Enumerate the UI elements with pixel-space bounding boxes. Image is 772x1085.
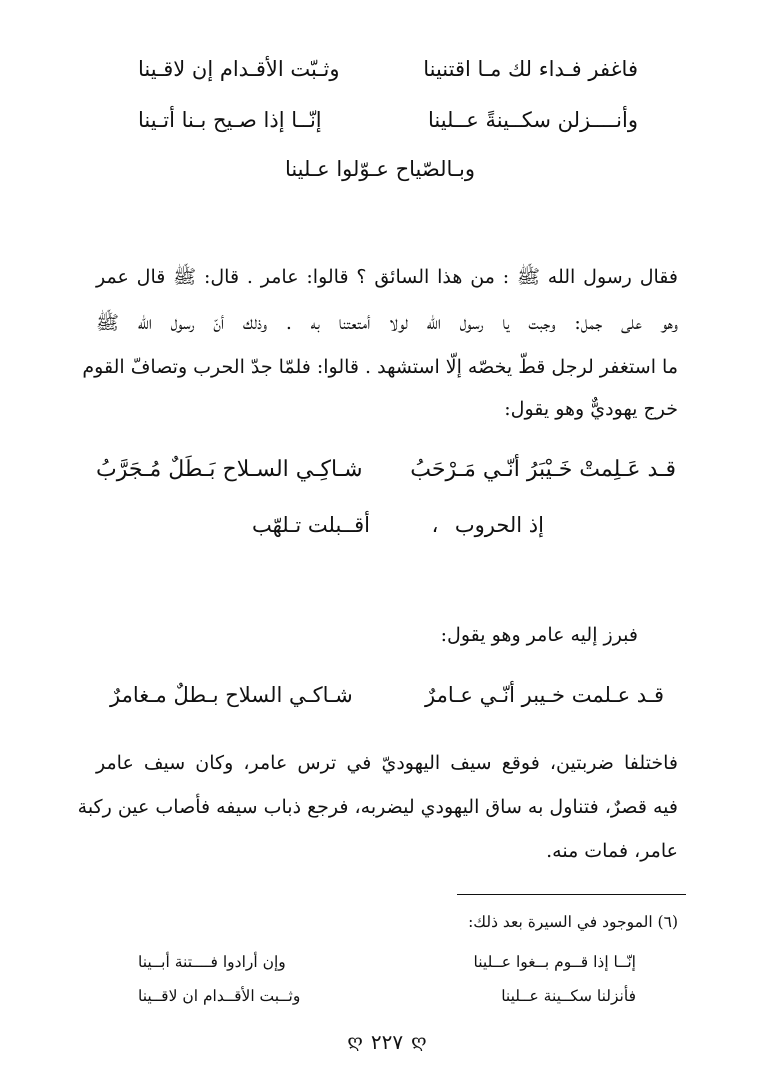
poem2-line1-hemistich1: قـد عَـلِمتْ خَـيْبَرُ أنّـي مَـرْحَبُ: [410, 457, 676, 482]
footnote-divider: [457, 894, 686, 895]
footnote-verse2-hemistich1: فأنزلنا سكــينة عــلينا: [501, 987, 636, 1005]
page-number: ٢٢٧: [370, 1030, 404, 1054]
ornament-right-icon: ღ: [411, 1031, 427, 1052]
poem2-line1-hemistich2: شـاكِـي السـلاح بَـطَلٌ مُـجَرَّبُ: [96, 457, 363, 482]
para1-line2: وهو على جمل: وجبت يا رسول الله لولا أمتعتنا به . وذلك أنّ رسول الله ﷺ: [96, 312, 678, 334]
poem2-line2-hemistich2: أقــبلت تـلهّب: [252, 513, 371, 537]
poem3-line1-hemistich2: شـاكـي السلاح بـطلٌ مـغامرٌ: [110, 683, 353, 707]
para3-line1: فاختلفا ضربتين، فوقع سيف اليهوديّ في ترس عامر، وكان سيف عامر: [96, 752, 678, 774]
para1-line3: ما استغفر لرجل قطّ يخصّه إلّا استشهد . قالوا: فلمّا جدّ الحرب وتصافّ القوم: [82, 356, 678, 378]
page-number-block: [328, 1028, 446, 1056]
poem1-line2-hemistich2: إنّــا إذا صـيح بـنا أتـينا: [138, 108, 322, 132]
ornament-left-icon: ღ: [347, 1031, 363, 1052]
para3-line2: فيه قصرٌ، فتناول به ساق اليهودي ليضربه، فرجع ذباب سيفه فأصاب عين ركبة: [77, 796, 678, 818]
poem1-line1-hemistich1: فاغفر فـداء لك مـا اقتنينا: [423, 57, 638, 81]
poem1-line2-hemistich1: وأنــــزلن سكــينةً عــلينا: [427, 108, 638, 132]
poem3-line1-hemistich1: قـد عـلمت خـيبر أنّـي عـامرٌ: [425, 683, 664, 707]
footnote-verse2-hemistich2: وثــبت الأقــدام ان لاقــينا: [138, 987, 301, 1005]
footnote-verse1-hemistich2: وإن أرادوا فــــتنة أبــينا: [138, 953, 286, 971]
para1-line1: فقال رسول الله ﷺ : من هذا السائق ؟ قالوا: عامر . قال: ﷺ قال عمر: [96, 266, 678, 288]
para3-line3: عامر، فمات منه.: [546, 840, 678, 862]
footnote-verse1-hemistich1: إنّــا إذا قــوم بــغوا عــلينا: [473, 953, 636, 971]
poem1-line1-hemistich2: وثـبّت الأقـدام إن لاقـينا: [138, 57, 340, 81]
para1-line4: خرج يهوديٌّ وهو يقول:: [504, 398, 678, 420]
footnote-line1: (٦) الموجود في السيرة بعد ذلك:: [468, 913, 678, 931]
para2-line1: فبرز إليه عامر وهو يقول:: [440, 624, 638, 646]
poem1-line3: وبـالصّياح عـوّلوا عـلينا: [284, 157, 476, 181]
poem2-line2-hemistich1: إذ الحروب: [454, 513, 544, 537]
poem2-line2-separator: ،: [431, 513, 439, 537]
